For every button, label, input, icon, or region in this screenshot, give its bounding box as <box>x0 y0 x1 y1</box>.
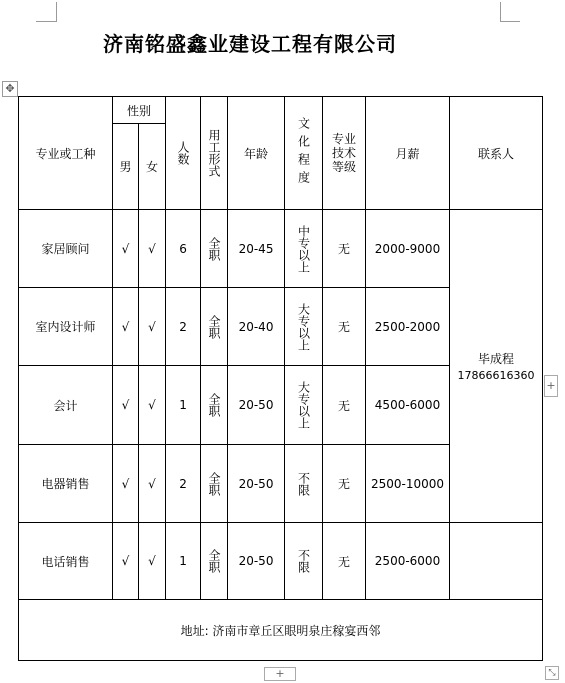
header-age: 年龄 <box>228 97 285 210</box>
cell-major: 室内设计师 <box>19 288 113 366</box>
cell-count: 2 <box>166 288 201 366</box>
cell-education-text: 大专以上 <box>296 381 311 429</box>
cell-skill: 无 <box>323 523 366 600</box>
cell-major: 电话销售 <box>19 523 113 600</box>
header-gender: 性别 <box>113 97 166 124</box>
plus-icon[interactable]: + <box>264 667 296 681</box>
cell-education-text: 不限 <box>296 549 311 573</box>
cell-major: 家居顾问 <box>19 210 113 288</box>
plus-icon[interactable]: + <box>544 375 558 397</box>
cell-female: √ <box>139 288 166 366</box>
cell-female: √ <box>139 210 166 288</box>
cell-employment-text: 全职 <box>207 314 222 339</box>
header-count <box>166 97 201 210</box>
company-title: 济南铭盛鑫业建设工程有限公司 <box>103 32 397 56</box>
cell-count: 1 <box>166 366 201 445</box>
cell-contact <box>450 210 543 523</box>
cell-major: 电器销售 <box>19 445 113 523</box>
cell-salary: 4500-6000 <box>366 366 450 445</box>
cell-employment-text: 全职 <box>207 471 222 496</box>
contact-phone: 17866616360 <box>457 369 535 382</box>
cell-employment <box>201 210 228 288</box>
header-female: 女 <box>139 124 166 210</box>
cell-age: 20-40 <box>228 288 285 366</box>
cell-age: 20-50 <box>228 445 285 523</box>
cell-female: √ <box>139 445 166 523</box>
resize-icon[interactable]: ⤡ <box>545 666 559 680</box>
header-skill-line: 专业 <box>332 132 357 146</box>
cell-education <box>285 288 323 366</box>
cell-male: √ <box>113 210 139 288</box>
header-education-label: 文化程度 <box>296 117 311 189</box>
cell-male: √ <box>113 445 139 523</box>
cell-major: 会计 <box>19 366 113 445</box>
cell-education-text: 大专以上 <box>296 302 311 351</box>
recruitment-table <box>18 96 543 661</box>
cell-female: √ <box>139 523 166 600</box>
header-education <box>285 97 323 210</box>
cell-employment-text: 全职 <box>207 236 222 261</box>
cell-education <box>285 445 323 523</box>
cell-education <box>285 210 323 288</box>
cell-employment <box>201 288 228 366</box>
cell-employment <box>201 445 228 523</box>
cell-education-text: 中专以上 <box>296 224 311 273</box>
table-row <box>19 210 543 288</box>
cell-education <box>285 523 323 600</box>
cell-salary: 2500-2000 <box>366 288 450 366</box>
cell-education <box>285 366 323 445</box>
cell-male: √ <box>113 366 139 445</box>
cell-female: √ <box>139 366 166 445</box>
header-count-label: 人数 <box>176 141 191 165</box>
cell-skill: 无 <box>323 210 366 288</box>
cell-age: 20-50 <box>228 523 285 600</box>
cell-education-text: 不限 <box>296 471 311 496</box>
header-skill <box>323 97 366 210</box>
cell-male: √ <box>113 288 139 366</box>
cell-skill: 无 <box>323 445 366 523</box>
table-row <box>19 523 543 600</box>
cell-employment <box>201 366 228 445</box>
cell-salary: 2500-10000 <box>366 445 450 523</box>
contact-name: 毕成程 <box>478 352 515 366</box>
cell-count: 6 <box>166 210 201 288</box>
header-skill-line: 等级 <box>332 160 357 174</box>
cell-employment <box>201 523 228 600</box>
header-major: 专业或工种 <box>19 97 113 210</box>
cell-salary: 2000-9000 <box>366 210 450 288</box>
crop-mark <box>500 2 501 22</box>
header-male: 男 <box>113 124 139 210</box>
crop-mark <box>56 2 57 22</box>
cell-skill: 无 <box>323 366 366 445</box>
cell-count: 2 <box>166 445 201 523</box>
header-skill-line: 技术 <box>332 146 357 160</box>
crop-mark <box>36 21 57 22</box>
cell-contact-empty <box>450 523 543 600</box>
cell-age: 20-50 <box>228 366 285 445</box>
cell-age: 20-45 <box>228 210 285 288</box>
crop-mark <box>500 21 520 22</box>
cell-skill: 无 <box>323 288 366 366</box>
header-employment <box>201 97 228 210</box>
cell-male: √ <box>113 523 139 600</box>
cell-count: 1 <box>166 523 201 600</box>
header-salary: 月薪 <box>366 97 450 210</box>
cell-salary: 2500-6000 <box>366 523 450 600</box>
move-icon[interactable]: ✥ <box>2 81 18 97</box>
address: 地址: 济南市章丘区眼明泉庄稼宴西邻 <box>19 600 543 661</box>
cell-employment-text: 全职 <box>207 549 222 573</box>
cell-employment-text: 全职 <box>207 393 222 417</box>
header-contact: 联系人 <box>450 97 543 210</box>
header-employment-label: 用工形式 <box>207 129 222 177</box>
